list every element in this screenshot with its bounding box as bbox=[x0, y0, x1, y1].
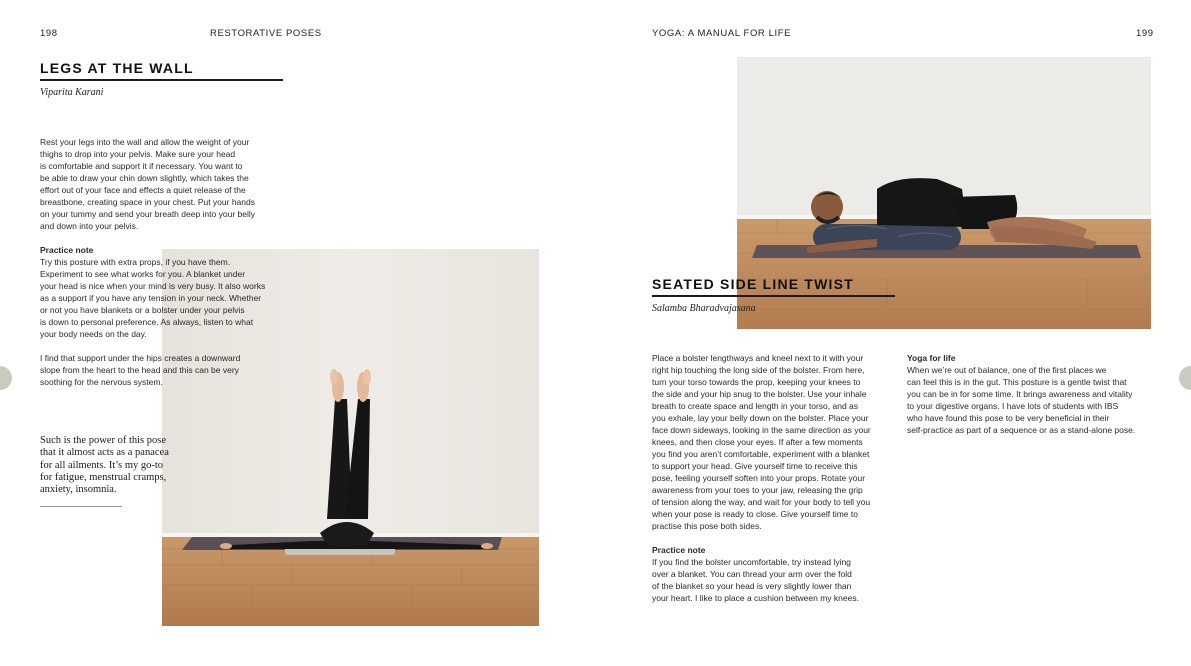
quote-line: for fatigue, menstrual cramps, bbox=[40, 471, 167, 483]
yoga-for-life-paragraph bbox=[907, 364, 1157, 436]
right-running-header: YOGA: A MANUAL FOR LIFE bbox=[652, 28, 792, 39]
right-page-number: 199 bbox=[1136, 28, 1154, 39]
text-line: you find you aren’t comfortable, experiment with a blanket bbox=[652, 449, 870, 459]
text-line: to support your head. Give yourself time to receive this bbox=[652, 461, 858, 471]
text-line: I find that support under the hips creates a downward bbox=[40, 353, 241, 363]
text-line: your head is nice when your mind is very busy. It also works bbox=[40, 281, 266, 291]
text-line: slope from the heart to the head and this can be very bbox=[40, 365, 239, 375]
left-edge-tab bbox=[0, 366, 12, 390]
text-line: to your digestive organs. I have lots of students with IBS bbox=[907, 401, 1119, 411]
text-line: over a blanket. You can thread your arm over the fold bbox=[652, 569, 852, 579]
text-line: is comfortable and support it if necessary. You want to bbox=[40, 161, 243, 171]
quote-line: Such is the power of this pose bbox=[40, 435, 166, 446]
right-practice-note-heading: Practice note bbox=[652, 545, 706, 555]
text-line: your body needs on the day. bbox=[40, 329, 147, 339]
right-pose-title: SEATED SIDE LINE TWIST bbox=[652, 276, 854, 292]
text-line: If you find the bolster uncomfortable, try instead lying bbox=[652, 557, 851, 567]
right-edge-tab bbox=[1179, 366, 1191, 390]
quote-line: that it almost acts as a panacea bbox=[40, 447, 169, 459]
right-title-rule bbox=[652, 295, 895, 297]
pull-quote-rule bbox=[40, 506, 122, 507]
text-line: When we’re out of balance, one of the first places we bbox=[907, 365, 1107, 375]
left-intro-paragraph bbox=[40, 136, 290, 232]
text-line: is down to personal preference. As always, listen to what bbox=[40, 317, 254, 327]
text-line: who have found this pose to be very beneficial in their bbox=[907, 413, 1110, 423]
text-line: and down into your pelvis. bbox=[40, 221, 139, 231]
text-line: can feel this is in the gut. This posture is a gentle twist that bbox=[907, 377, 1127, 387]
left-practice-note-paragraph bbox=[40, 256, 290, 340]
text-line: be able to draw your chin down slightly, which takes the bbox=[40, 173, 249, 183]
text-line: Rest your legs into the wall and allow the weight of your bbox=[40, 137, 250, 147]
text-line: your heart. I like to place a cushion between my knees. bbox=[652, 593, 859, 603]
yoga-for-life-heading: Yoga for life bbox=[907, 353, 956, 363]
text-line: awareness from your toes to your jaw, releasing the grip bbox=[652, 485, 863, 495]
text-line: the side and your hip snug to the bolster. Use your inhale bbox=[652, 389, 867, 399]
left-page-number: 198 bbox=[40, 28, 58, 39]
text-line: Experiment to see what works for you. A blanket under bbox=[40, 269, 246, 279]
text-line: pose, feeling yourself soften into your props. Rotate your bbox=[652, 473, 866, 483]
text-line: of the blanket so your head is very slightly lower than bbox=[652, 581, 852, 591]
text-line: knees, and then close your eyes. If after a few moments bbox=[652, 437, 863, 447]
text-line: right hip touching the long side of the bolster. From here, bbox=[652, 365, 865, 375]
text-line: of tension along the way, and wait for your body to tell you bbox=[652, 497, 871, 507]
text-line: effort out of your face and effects a quiet release of the bbox=[40, 185, 246, 195]
text-line: Try this posture with extra props, if you have them. bbox=[40, 257, 231, 267]
right-main-paragraph bbox=[652, 352, 897, 532]
left-pose-title: LEGS AT THE WALL bbox=[40, 60, 194, 76]
left-practice-note-heading: Practice note bbox=[40, 245, 94, 255]
text-line: breastbone, creating space in your chest. Put your hands bbox=[40, 197, 255, 207]
left-running-header: RESTORATIVE POSES bbox=[210, 28, 322, 39]
text-line: soothing for the nervous system. bbox=[40, 377, 163, 387]
left-support-paragraph bbox=[40, 352, 290, 388]
quote-line: anxiety, insomnia. bbox=[40, 484, 117, 496]
right-pose-sanskrit-name: Salamba Bharadvajasana bbox=[652, 303, 756, 314]
left-title-rule bbox=[40, 79, 283, 81]
text-line: you exhale, lay your belly down on the bolster. Place your bbox=[652, 413, 869, 423]
quote-line: for all ailments. It’s my go-to bbox=[40, 459, 164, 471]
text-line: or not you have blankets or a bolster under your pelvis bbox=[40, 305, 245, 315]
text-line: practise this pose both sides. bbox=[652, 521, 762, 531]
left-pull-quote bbox=[40, 435, 200, 496]
text-line: Place a bolster lengthways and kneel next to it with your bbox=[652, 353, 864, 363]
text-line: breath to create space and length in your torso, and as bbox=[652, 401, 859, 411]
left-pose-sanskrit-name: Viparita Karani bbox=[40, 87, 104, 98]
text-line: when your pose is ready to close. Give yourself time to bbox=[652, 509, 858, 519]
right-practice-note-paragraph bbox=[652, 556, 897, 604]
text-line: self-practice as part of a sequence or as a stand-alone pose. bbox=[907, 425, 1136, 435]
text-line: turn your torso towards the prop, keeping your knees to bbox=[652, 377, 861, 387]
text-line: face down sideways, looking in the same direction as your bbox=[652, 425, 871, 435]
text-line: as a support if you have any tension in your neck. Whether bbox=[40, 293, 262, 303]
text-line: you can be in for some time. It brings awareness and vitality bbox=[907, 389, 1133, 399]
text-line: on your tummy and send your breath deep into your belly bbox=[40, 209, 255, 219]
text-line: thighs to drop into your pelvis. Make sure your head bbox=[40, 149, 236, 159]
